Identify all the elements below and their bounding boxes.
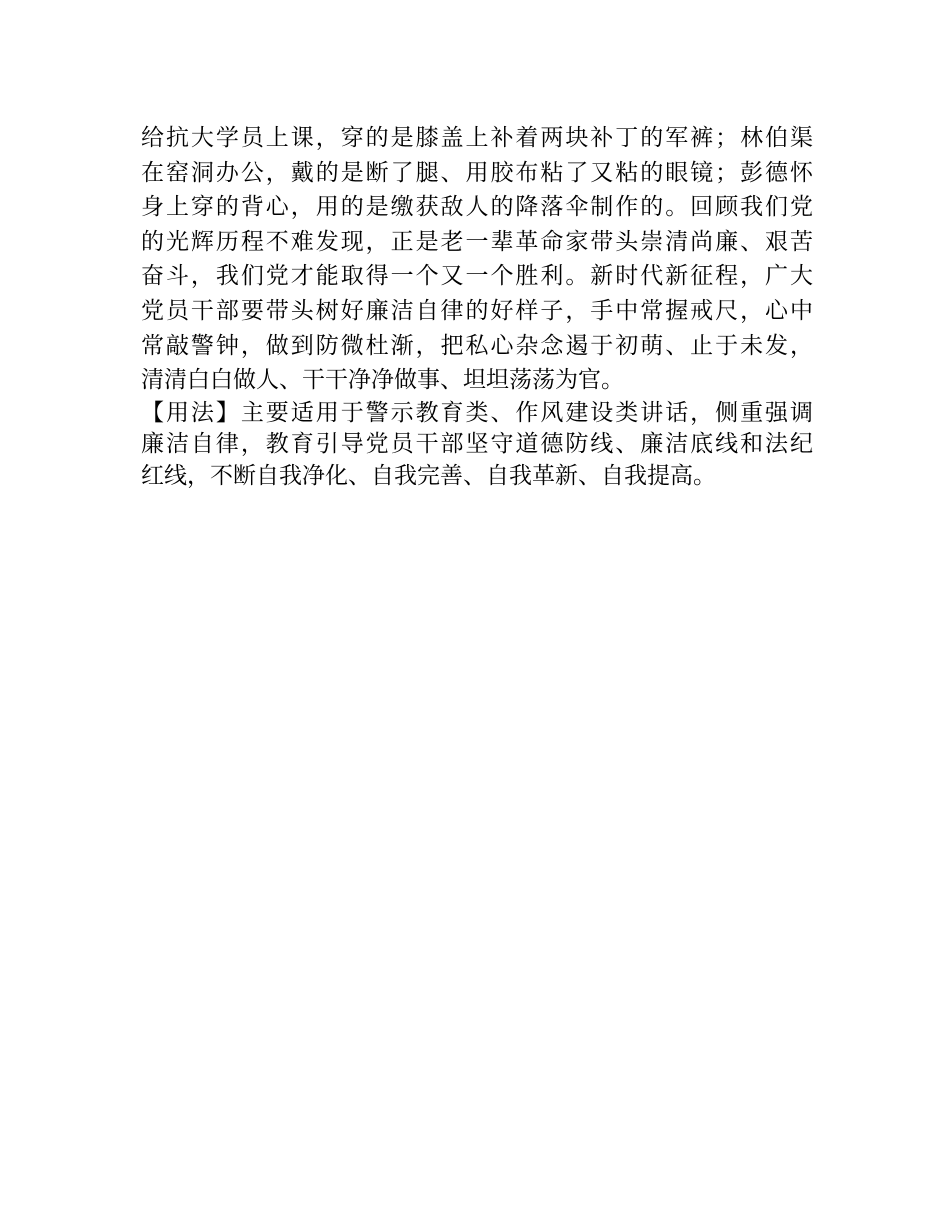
text-line: 身上穿的背心，用的是缴获敌人的降落伞制作的。回顾我们党 — [141, 194, 813, 221]
text-line: 清清白白做人、干干净净做事、坦坦荡荡为官。 — [141, 367, 624, 394]
text-line: 【用法】主要适用于警示教育类、作风建设类讲话，侧重强调 — [141, 399, 813, 426]
text-line: 给抗大学员上课，穿的是膝盖上补着两块补丁的军裤；林伯渠 — [141, 125, 813, 151]
text-line: 党员干部要带头树好廉洁自律的好样子，手中常握戒尺，心中 — [141, 297, 813, 324]
text-line: 廉洁自律，教育引导党员干部坚守道德防线、廉洁底线和法纪 — [141, 431, 813, 458]
document-body — [141, 121, 813, 492]
text-line: 红线，不断自我净化、自我完善、自我革新、自我提高。 — [141, 462, 716, 489]
text-line: 在窑洞办公，戴的是断了腿、用胶布粘了又粘的眼镜；彭德怀 — [141, 159, 813, 186]
text-line: 的光辉历程不难发现，正是老一辈革命家带头崇清尚廉、艰苦 — [141, 228, 813, 255]
text-line: 常敲警钟，做到防微杜渐，把私心杂念遏于初萌、止于未发， — [141, 332, 813, 359]
text-line: 奋斗，我们党才能取得一个又一个胜利。新时代新征程，广大 — [141, 263, 813, 290]
paragraph-example — [141, 121, 813, 398]
paragraph-usage — [141, 398, 813, 493]
